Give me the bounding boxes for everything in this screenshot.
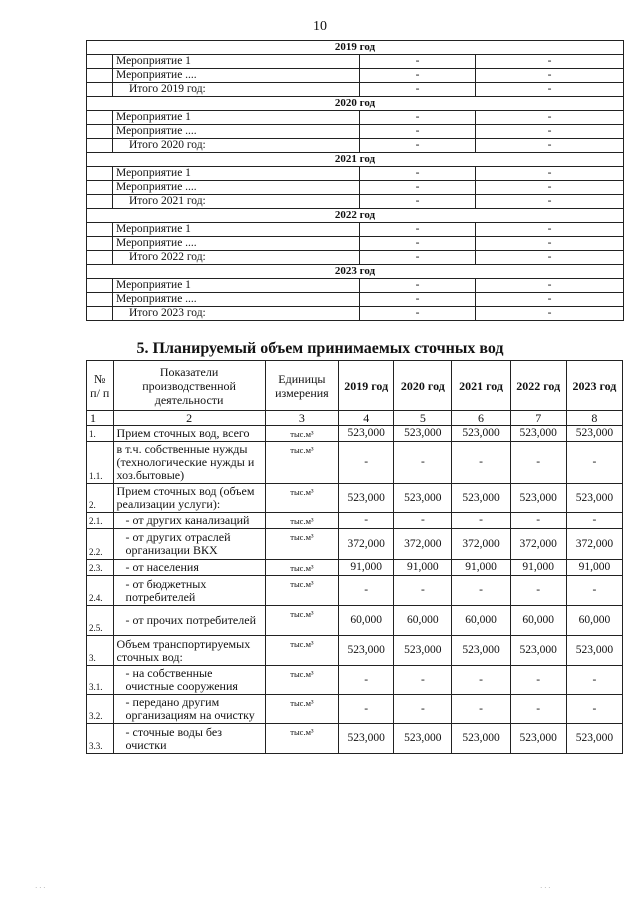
plan-row [87, 293, 624, 307]
year-value: - [566, 442, 622, 484]
scan-mark-left: · · · [35, 884, 46, 892]
year-value: - [452, 695, 510, 724]
unit-cell: тыс.м³ [265, 484, 339, 513]
year-value: - [452, 576, 510, 606]
year-value: 523,000 [566, 724, 622, 754]
year-value: 91,000 [452, 560, 510, 576]
plan-value: - [476, 167, 624, 181]
plan-row [87, 195, 624, 209]
year-value: 523,000 [452, 636, 510, 666]
year-value: - [452, 513, 510, 529]
plan-row [87, 55, 624, 69]
plan-year-row [87, 209, 624, 223]
plan-value: - [476, 195, 624, 209]
unit-cell: тыс.м³ [265, 426, 339, 442]
year-value: - [510, 695, 566, 724]
unit-cell: тыс.м³ [265, 695, 339, 724]
plan-row [87, 125, 624, 139]
year-value: 523,000 [339, 426, 394, 442]
plan-row [87, 69, 624, 83]
table-row [87, 513, 623, 529]
year-value: - [510, 576, 566, 606]
year-value: 91,000 [339, 560, 394, 576]
plan-blank-cell [87, 223, 113, 237]
plan-year-row [87, 265, 624, 279]
year-value: - [339, 576, 394, 606]
year-value: 91,000 [510, 560, 566, 576]
year-value: 91,000 [566, 560, 622, 576]
plan-row-label: Итого 2019 год: [113, 83, 360, 97]
unit-cell: тыс.м³ [265, 576, 339, 606]
header-year: 2023 год [566, 361, 622, 411]
column-index: 2 [113, 411, 265, 426]
year-value: 372,000 [452, 529, 510, 560]
year-value: 372,000 [394, 529, 452, 560]
indicator-name: Объем транспортируемых сточных вод: [113, 636, 265, 666]
year-value: 523,000 [452, 724, 510, 754]
year-value: 372,000 [510, 529, 566, 560]
year-value: 523,000 [510, 724, 566, 754]
year-value: - [394, 695, 452, 724]
indicator-name: - от бюджетных потребителей [113, 576, 265, 606]
plan-year-row [87, 41, 624, 55]
plan-year-label: 2023 год [87, 265, 624, 279]
year-value: - [452, 666, 510, 695]
indicator-name: - передано другим организациям на очистку [113, 695, 265, 724]
plan-value: - [360, 83, 476, 97]
plan-row [87, 111, 624, 125]
plan-row [87, 181, 624, 195]
page-number: 10 [313, 19, 327, 34]
row-number: 3. [87, 636, 114, 666]
year-value: 523,000 [566, 426, 622, 442]
indicator-name: - от других отраслей организации ВКХ [113, 529, 265, 560]
table-row [87, 426, 623, 442]
plan-value: - [360, 111, 476, 125]
year-value: 91,000 [394, 560, 452, 576]
plan-row-label: Итого 2022 год: [113, 251, 360, 265]
plan-blank-cell [87, 307, 113, 321]
year-value: 523,000 [510, 484, 566, 513]
year-value: 523,000 [566, 636, 622, 666]
unit-cell: тыс.м³ [265, 529, 339, 560]
plan-row-label: Мероприятие .... [113, 181, 360, 195]
unit-cell: тыс.м³ [265, 636, 339, 666]
unit-cell: тыс.м³ [265, 724, 339, 754]
indicator-name: - от других канализаций [113, 513, 265, 529]
year-value: - [510, 666, 566, 695]
indicator-name: - от населения [113, 560, 265, 576]
row-number: 3.3. [87, 724, 114, 754]
row-number: 1. [87, 426, 114, 442]
plan-value: - [476, 223, 624, 237]
year-value: 60,000 [452, 606, 510, 636]
plan-value: - [360, 223, 476, 237]
header-unit: Единицы измерения [265, 361, 339, 411]
plan-value: - [360, 307, 476, 321]
plan-blank-cell [87, 293, 113, 307]
column-index-row [87, 411, 623, 426]
year-value: - [510, 442, 566, 484]
column-index: 4 [339, 411, 394, 426]
year-value: - [394, 666, 452, 695]
year-value: 523,000 [339, 636, 394, 666]
year-value: - [339, 442, 394, 484]
plan-blank-cell [87, 111, 113, 125]
table-row [87, 666, 623, 695]
year-value: 60,000 [339, 606, 394, 636]
plan-row-label: Итого 2020 год: [113, 139, 360, 153]
year-value: 523,000 [566, 484, 622, 513]
row-number: 3.2. [87, 695, 114, 724]
year-value: - [339, 695, 394, 724]
column-index: 3 [265, 411, 339, 426]
year-value: 523,000 [510, 426, 566, 442]
plan-row-label: Итого 2021 год: [113, 195, 360, 209]
plan-blank-cell [87, 69, 113, 83]
plan-row [87, 251, 624, 265]
plan-row [87, 167, 624, 181]
plan-row-label: Мероприятие 1 [113, 167, 360, 181]
year-value: - [510, 513, 566, 529]
year-value: 60,000 [510, 606, 566, 636]
year-value: - [566, 576, 622, 606]
plan-row-label: Мероприятие .... [113, 293, 360, 307]
indicator-name: в т.ч. собственные нужды (технологические нужды и хоз.бытовые) [113, 442, 265, 484]
plan-value: - [360, 251, 476, 265]
year-value: - [566, 513, 622, 529]
plan-blank-cell [87, 251, 113, 265]
plan-year-label: 2019 год [87, 41, 624, 55]
indicator-name: - сточные воды без очистки [113, 724, 265, 754]
plan-value: - [476, 111, 624, 125]
plan-year-label: 2021 год [87, 153, 624, 167]
plan-year-label: 2022 год [87, 209, 624, 223]
year-value: 523,000 [452, 426, 510, 442]
header-year: 2020 год [394, 361, 452, 411]
year-value: 523,000 [510, 636, 566, 666]
year-value: 372,000 [566, 529, 622, 560]
header-no: № п/ п [87, 361, 114, 411]
header-year: 2019 год [339, 361, 394, 411]
table-row [87, 484, 623, 513]
plan-value: - [476, 237, 624, 251]
indicator-name: Прием сточных вод, всего [113, 426, 265, 442]
plan-value: - [360, 195, 476, 209]
plan-blank-cell [87, 55, 113, 69]
table-row [87, 606, 623, 636]
plan-row-label: Мероприятие 1 [113, 223, 360, 237]
plan-blank-cell [87, 83, 113, 97]
plan-row-label: Мероприятие .... [113, 69, 360, 83]
plan-row-label: Мероприятие 1 [113, 111, 360, 125]
column-index: 5 [394, 411, 452, 426]
row-number: 2.5. [87, 606, 114, 636]
year-value: - [339, 666, 394, 695]
year-value: 523,000 [452, 484, 510, 513]
plan-year-row [87, 97, 624, 111]
row-number: 2.1. [87, 513, 114, 529]
year-value: - [339, 513, 394, 529]
year-value: - [394, 576, 452, 606]
row-number: 2. [87, 484, 114, 513]
plan-value: - [476, 83, 624, 97]
table-row [87, 576, 623, 606]
column-index: 8 [566, 411, 622, 426]
section-title: 5. Планируемый объем принимаемых сточных вод [136, 340, 504, 357]
plan-row [87, 223, 624, 237]
plan-value: - [476, 125, 624, 139]
table-row [87, 442, 623, 484]
plan-blank-cell [87, 279, 113, 293]
plan-year-row [87, 153, 624, 167]
plan-row-label: Итого 2023 год: [113, 307, 360, 321]
row-number: 3.1. [87, 666, 114, 695]
unit-cell: тыс.м³ [265, 606, 339, 636]
table-row [87, 636, 623, 666]
plan-row [87, 139, 624, 153]
plan-value: - [476, 181, 624, 195]
header-year: 2021 год [452, 361, 510, 411]
plan-value: - [360, 279, 476, 293]
plan-value: - [360, 237, 476, 251]
plan-row-label: Мероприятие .... [113, 237, 360, 251]
year-value: 523,000 [394, 484, 452, 513]
plan-value: - [476, 69, 624, 83]
plan-value: - [360, 293, 476, 307]
plan-blank-cell [87, 167, 113, 181]
plan-value: - [360, 125, 476, 139]
header-year: 2022 год [510, 361, 566, 411]
year-value: - [394, 513, 452, 529]
row-number: 2.3. [87, 560, 114, 576]
year-value: 523,000 [394, 636, 452, 666]
year-value: - [452, 442, 510, 484]
year-value: 523,000 [394, 426, 452, 442]
year-value: 372,000 [339, 529, 394, 560]
plan-row [87, 83, 624, 97]
plan-value: - [476, 293, 624, 307]
table-row [87, 529, 623, 560]
year-value: 523,000 [394, 724, 452, 754]
plan-value: - [476, 55, 624, 69]
wastewater-volume-table [86, 360, 623, 754]
plan-value: - [476, 251, 624, 265]
row-number: 1.1. [87, 442, 114, 484]
plan-value: - [360, 139, 476, 153]
year-value: - [394, 442, 452, 484]
row-number: 2.4. [87, 576, 114, 606]
plan-blank-cell [87, 195, 113, 209]
plan-table [86, 40, 624, 321]
plan-blank-cell [87, 125, 113, 139]
plan-row [87, 279, 624, 293]
plan-value: - [476, 279, 624, 293]
unit-cell: тыс.м³ [265, 560, 339, 576]
plan-row [87, 237, 624, 251]
year-value: - [566, 666, 622, 695]
year-value: - [566, 695, 622, 724]
column-index: 1 [87, 411, 114, 426]
plan-value: - [476, 139, 624, 153]
header-indicator: Показатели производственной деятельности [113, 361, 265, 411]
column-index: 7 [510, 411, 566, 426]
plan-blank-cell [87, 139, 113, 153]
plan-row [87, 307, 624, 321]
indicator-name: - на собственные очистные сооружения [113, 666, 265, 695]
plan-row-label: Мероприятие .... [113, 125, 360, 139]
plan-value: - [360, 69, 476, 83]
plan-value: - [360, 181, 476, 195]
indicator-name: Прием сточных вод (объем реализации услуги): [113, 484, 265, 513]
plan-year-label: 2020 год [87, 97, 624, 111]
plan-value: - [476, 307, 624, 321]
unit-cell: тыс.м³ [265, 513, 339, 529]
unit-cell: тыс.м³ [265, 442, 339, 484]
column-index: 6 [452, 411, 510, 426]
plan-blank-cell [87, 237, 113, 251]
plan-row-label: Мероприятие 1 [113, 279, 360, 293]
year-value: 523,000 [339, 484, 394, 513]
table-row [87, 724, 623, 754]
scan-mark-right: · · · [540, 884, 551, 892]
year-value: 60,000 [566, 606, 622, 636]
indicator-name: - от прочих потребителей [113, 606, 265, 636]
plan-value: - [360, 55, 476, 69]
table-row [87, 560, 623, 576]
unit-cell: тыс.м³ [265, 666, 339, 695]
row-number: 2.2. [87, 529, 114, 560]
plan-value: - [360, 167, 476, 181]
plan-blank-cell [87, 181, 113, 195]
table-row [87, 695, 623, 724]
year-value: 60,000 [394, 606, 452, 636]
plan-row-label: Мероприятие 1 [113, 55, 360, 69]
year-value: 523,000 [339, 724, 394, 754]
